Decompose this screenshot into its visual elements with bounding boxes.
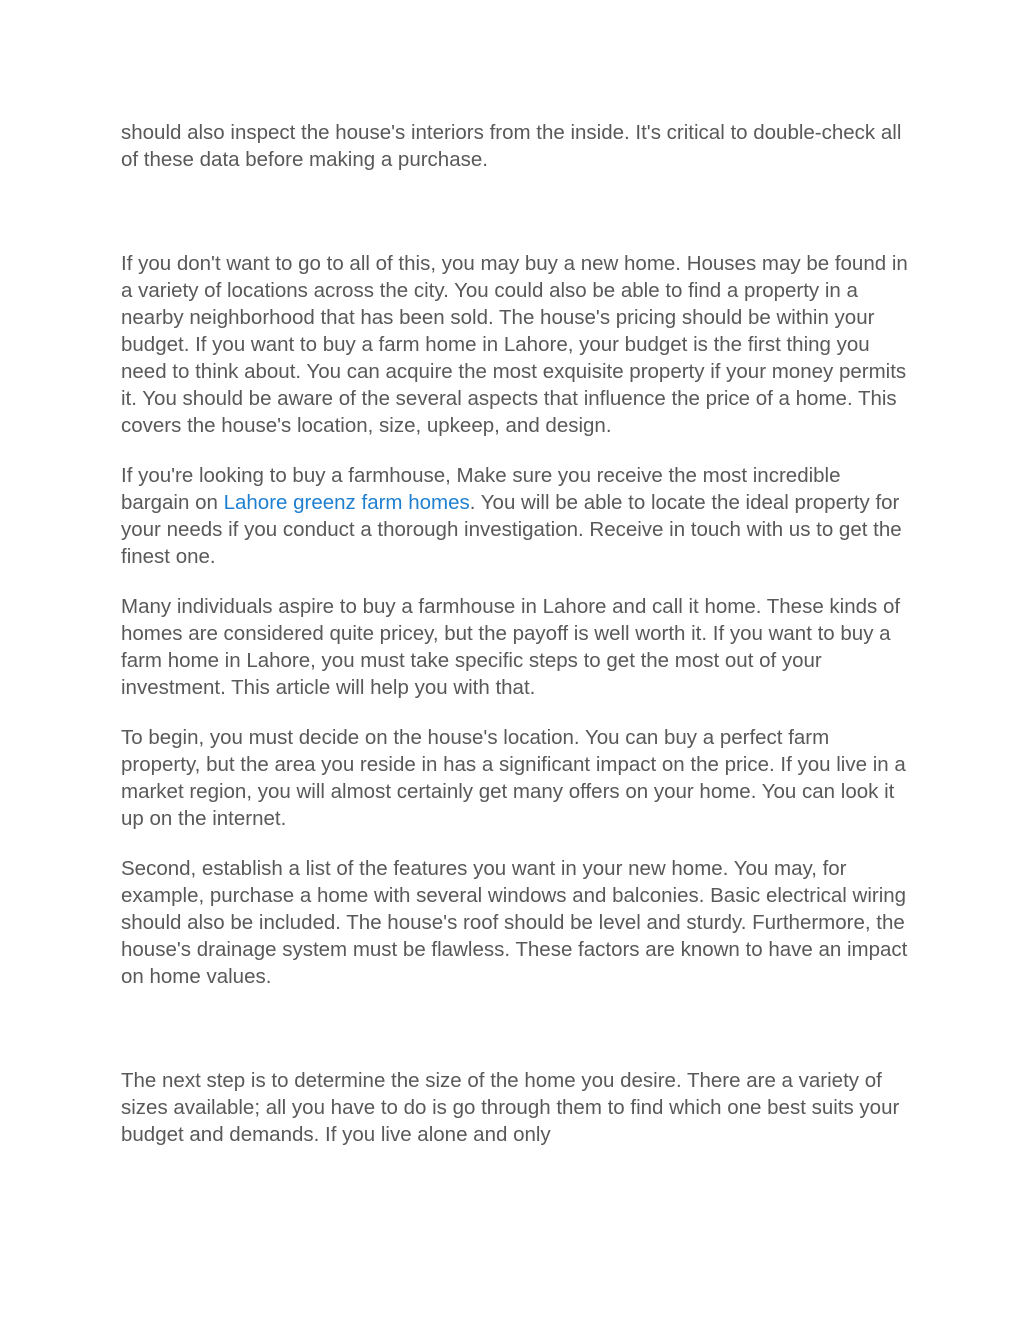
lahore-greenz-farm-homes-link[interactable]: Lahore greenz farm homes [223, 491, 470, 514]
paragraph-aspire-farmhouse: Many individuals aspire to buy a farmhouse in Lahore and call it home. These kinds of homes are considered quite pricey, but the payoff is well worth it. If you want to buy a farm home in Lahore, you must take specific steps to get the most out of your investment. This article will help you with that. [121, 595, 901, 699]
paragraph-interiors-check: should also inspect the house's interiors from the inside. It's critical to double-check all of these data before making a purchase. [121, 121, 902, 171]
paragraph-spacer [121, 701, 911, 724]
paragraph-text-after-link: . You will be able to locate the ideal property for your needs if you conduct a thorough investigation. Receive in touch with us to get the finest one. [121, 491, 902, 568]
paragraph-spacer [121, 832, 911, 855]
paragraph-farmhouse-bargain [121, 462, 911, 570]
paragraph-home-size: The next step is to determine the size of the home you desire. There are a variety of sizes available; all you have to do is go through them to find which one best suits your budget and demands. If you live alone and only [121, 1069, 900, 1146]
paragraph-spacer [121, 990, 911, 1067]
paragraph-spacer [121, 570, 911, 593]
paragraph-spacer [121, 173, 911, 250]
paragraph-buy-new-home: If you don't want to go to all of this, you may buy a new home. Houses may be found in a variety of locations across the city. You could also be able to find a property in a nearby neighborhood that has been sold. The house's pricing should be within your budget. If you want to buy a farm home in Lahore, your budget is the first thing you need to think about. You can acquire the most exquisite property if your money permits it. You should be aware of the several aspects that influence the price of a home. This covers the house's location, size, upkeep, and design. [121, 252, 908, 437]
paragraph-spacer [121, 439, 911, 462]
paragraph-decide-location: To begin, you must decide on the house's location. You can buy a perfect farm property, but the area you reside in has a significant impact on the price. If you live in a market region, you will almost certainly get many offers on your home. You can look it up on the internet. [121, 726, 906, 830]
document-body [121, 119, 911, 1148]
paragraph-features-list: Second, establish a list of the features you want in your new home. You may, for example, purchase a home with several windows and balconies. Basic electrical wiring should also be included. The house's roof should be level and sturdy. Furthermore, the house's drainage system must be flawless. These factors are known to have an impact on home values. [121, 857, 908, 988]
paragraph-text-before-link: If you're looking to buy a farmhouse, Make sure you receive the most incredible bargain on [121, 464, 841, 514]
